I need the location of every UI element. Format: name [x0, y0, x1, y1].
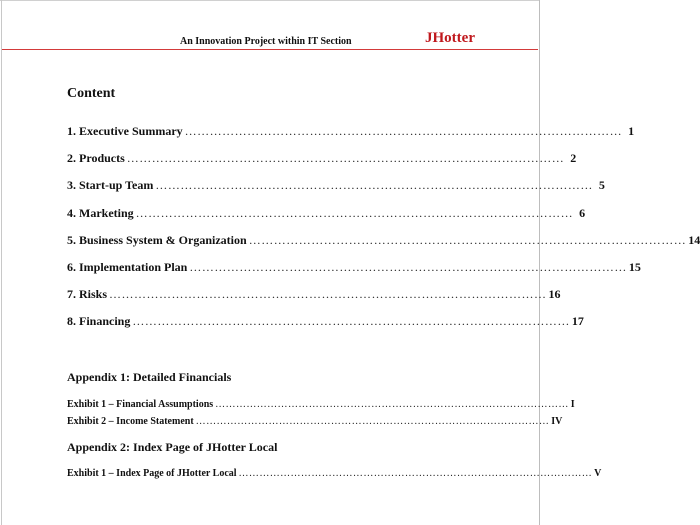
toc-entry-financing[interactable] — [67, 314, 584, 341]
toc-entry-page: 14 — [688, 232, 700, 247]
exhibit-page: V — [594, 468, 602, 479]
toc-leader-dots: …………………………………………………………………………………………… — [132, 314, 570, 329]
toc-leader-dots: …………………………………………………………………………………………… — [184, 124, 623, 138]
toc-leader-dots: …………………………………………………………………………………………… — [126, 151, 565, 166]
toc-entry-marketing[interactable] — [67, 205, 586, 233]
header-brand-logo: JHotter — [425, 30, 475, 46]
page-top-border — [0, 0, 540, 1]
exhibit-label: Exhibit 1 – Financial Assumptions — [67, 399, 214, 410]
exhibit-label: Exhibit 2 – Income Statement — [67, 416, 194, 427]
toc-entry-page: 2 — [570, 151, 577, 166]
toc-leader-dots: …………………………………………………………………………………………… — [109, 287, 547, 302]
toc-entry-risks[interactable] — [67, 287, 561, 314]
appendix-1-exhibit-income-statement[interactable] — [67, 416, 563, 428]
header-divider — [2, 49, 538, 50]
appendix-2-title[interactable]: Appendix 2: Index Page of JHotter Local — [67, 440, 278, 454]
toc-list — [67, 124, 700, 342]
toc-entry-executive-summary[interactable] — [67, 124, 635, 151]
toc-entry-implementation-plan[interactable] — [67, 259, 641, 287]
toc-leader-dots: …………………………………………………………………………………………… — [155, 178, 593, 193]
toc-entry-products[interactable] — [67, 151, 577, 178]
header-subtitle: An Innovation Project within IT Section — [180, 36, 352, 47]
toc-entry-label: 4. Marketing — [67, 205, 134, 220]
exhibit-page: I — [570, 399, 575, 410]
exhibit-leader-dots: ………………………………………………………………………………………… — [238, 468, 593, 479]
toc-entry-business-system[interactable] — [67, 232, 700, 260]
toc-entry-label: 1. Executive Summary — [67, 124, 183, 138]
toc-entry-label: 6. Implementation Plan — [67, 259, 188, 274]
toc-entry-label: 2. Products — [67, 151, 125, 166]
toc-entry-page: 17 — [571, 314, 584, 329]
appendix-2-exhibit-index-page[interactable] — [67, 468, 602, 480]
exhibit-leader-dots: ………………………………………………………………………………………… — [215, 399, 569, 410]
toc-entry-page: 5 — [598, 178, 605, 193]
exhibit-leader-dots: ………………………………………………………………………………………… — [195, 416, 550, 427]
toc-entry-label: 3. Start-up Team — [67, 178, 154, 193]
toc-entry-label: 7. Risks — [67, 287, 108, 302]
toc-entry-page: 16 — [548, 287, 561, 302]
exhibit-label: Exhibit 1 – Index Page of JHotter Local — [67, 468, 237, 479]
page-left-border — [1, 0, 2, 525]
exhibit-page: IV — [551, 416, 563, 427]
toc-leader-dots: …………………………………………………………………………………………… — [189, 259, 627, 274]
appendix-1-exhibit-financial-assumptions[interactable] — [67, 399, 575, 411]
appendix-1-title[interactable]: Appendix 1: Detailed Financials — [67, 370, 232, 384]
toc-entry-label: 8. Financing — [67, 314, 131, 329]
toc-entry-page: 15 — [628, 259, 641, 274]
toc-title: Content — [67, 86, 116, 101]
toc-entry-label: 5. Business System & Organization — [67, 232, 247, 247]
toc-entry-start-up-team[interactable] — [67, 178, 605, 205]
toc-leader-dots: …………………………………………………………………………………………… — [135, 205, 574, 220]
toc-leader-dots: …………………………………………………………………………………………… — [248, 232, 687, 247]
toc-entry-page: 1 — [628, 124, 635, 138]
toc-entry-page: 6 — [579, 205, 586, 220]
